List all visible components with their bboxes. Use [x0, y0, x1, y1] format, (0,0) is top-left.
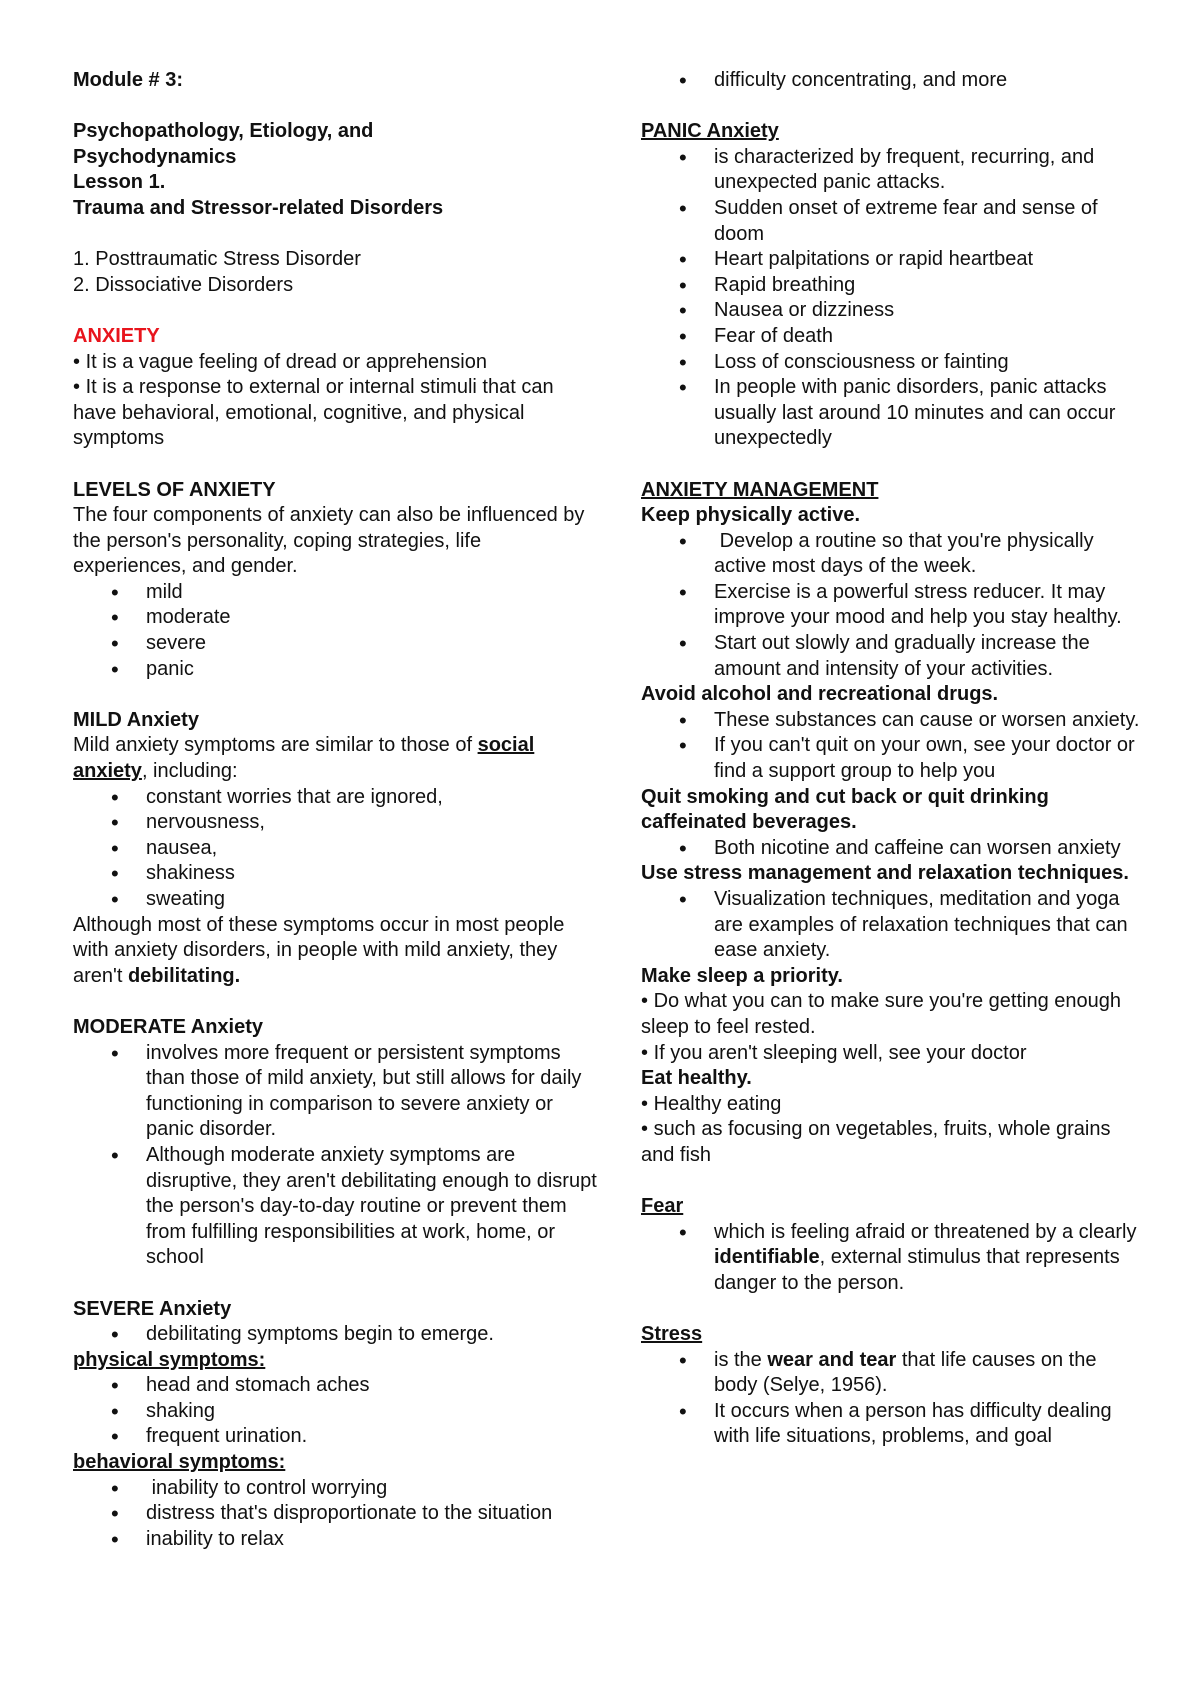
- mild-intro: Mild anxiety symptoms are similar to those of social anxiety, including:: [73, 734, 535, 783]
- list-item: • Fear of death: [641, 324, 1141, 350]
- list-item: • Rapid breathing: [641, 273, 1141, 299]
- list-item: • inability to relax: [73, 1527, 598, 1553]
- fear-heading: Fear: [641, 1195, 684, 1218]
- list-item: • Exercise is a powerful stress reducer. It may improve your mood and help you stay healthy.: [641, 580, 1141, 631]
- list-item: • is characterized by frequent, recurring, and unexpected panic attacks.: [641, 145, 1141, 196]
- eat-heading: Eat healthy.: [641, 1067, 752, 1090]
- physical-symptoms-heading: physical symptoms:: [73, 1348, 266, 1371]
- identifiable-term: identifiable: [714, 1246, 820, 1269]
- moderate-heading: MODERATE Anxiety: [73, 1015, 264, 1038]
- list-item: • involves more frequent or persistent symptoms than those of mild anxiety, but still allows for daily functioning in comparison to severe anxiety or panic disorder.: [73, 1041, 598, 1143]
- list-item: • head and stomach aches: [73, 1373, 598, 1399]
- levels-heading: LEVELS OF ANXIETY: [73, 478, 276, 501]
- list-item: • difficulty concentrating, and more: [641, 68, 1141, 94]
- list-item: • Although moderate anxiety symptoms are disruptive, they aren't debilitating enough to disrupt the person's day-to-day routine or prevent them from fulfilling responsibilities at work, home, or school: [73, 1143, 598, 1271]
- list-item: • shaking: [73, 1399, 598, 1425]
- list-item: • constant worries that are ignored,: [73, 785, 598, 811]
- topic-item: 1. Posttraumatic Stress Disorder: [73, 248, 361, 271]
- moderate-list: [73, 1041, 598, 1271]
- behavioral-symptoms-list: [73, 1476, 598, 1553]
- sleep-point: • Do what you can to make sure you're getting enough sleep to feel rested.: [641, 989, 1141, 1040]
- list-item: • If you can't quit on your own, see your doctor or find a support group to help you: [641, 733, 1141, 784]
- fear-list: [641, 1220, 1141, 1297]
- list-item: • Visualization techniques, meditation and yoga are examples of relaxation techniques that can ease anxiety.: [641, 887, 1141, 964]
- list-item: • It occurs when a person has difficulty dealing with life situations, problems, and goal: [641, 1399, 1141, 1450]
- mild-outro: Although most of these symptoms occur in most people with anxiety disorders, in people with mild anxiety, they aren't debilitating.: [73, 913, 565, 987]
- list-item: • panic: [73, 657, 598, 683]
- mild-list: [73, 785, 598, 913]
- list-item: • severe: [73, 631, 598, 657]
- list-item: • Both nicotine and caffeine can worsen anxiety: [641, 836, 1141, 862]
- behavioral-symptoms-heading: behavioral symptoms:: [73, 1451, 286, 1474]
- list-item: • distress that's disproportionate to the situation: [73, 1501, 598, 1527]
- wear-and-tear-term: wear and tear: [767, 1348, 897, 1371]
- list-item: • In people with panic disorders, panic attacks usually last around 10 minutes and can occur unexpectedly: [641, 375, 1141, 452]
- list-item: • Nausea or dizziness: [641, 298, 1141, 324]
- list-item: • Start out slowly and gradually increase the amount and intensity of your activities.: [641, 631, 1141, 682]
- eat-point: • such as focusing on vegetables, fruits, whole grains and fish: [641, 1117, 1141, 1168]
- stress-techniques-heading: Use stress management and relaxation techniques.: [641, 862, 1129, 885]
- lesson-label: Lesson 1.: [73, 171, 166, 194]
- mild-heading: MILD Anxiety: [73, 708, 199, 731]
- panic-list: [641, 145, 1141, 452]
- list-item: • mild: [73, 580, 598, 606]
- active-heading: Keep physically active.: [641, 504, 861, 527]
- alcohol-list: [641, 708, 1141, 785]
- right-column: [641, 68, 1141, 1450]
- severe-list: [73, 1322, 598, 1348]
- module-title-line2: Psychodynamics: [73, 145, 237, 168]
- stress-list: [641, 1348, 1141, 1450]
- list-item: • frequent urination.: [73, 1424, 598, 1450]
- management-heading: ANXIETY MANAGEMENT: [641, 478, 879, 501]
- continued-list: [641, 68, 1141, 94]
- anxiety-point: • It is a vague feeling of dread or apprehension: [73, 350, 598, 376]
- active-list: [641, 529, 1141, 683]
- levels-list: [73, 580, 598, 682]
- list-item: • Develop a routine so that you're physically active most days of the week.: [641, 529, 1141, 580]
- anxiety-point: • It is a response to external or internal stimuli that can have behavioral, emotional, cognitive, and physical symptoms: [73, 375, 598, 452]
- topic-item: 2. Dissociative Disorders: [73, 273, 294, 296]
- list-item: • Sudden onset of extreme fear and sense of doom: [641, 196, 1141, 247]
- social-anxiety-term: social anxiety: [73, 734, 535, 783]
- list-item: • nausea,: [73, 836, 598, 862]
- sleep-point: • If you aren't sleeping well, see your doctor: [641, 1041, 1141, 1067]
- physical-symptoms-list: [73, 1373, 598, 1450]
- left-column: [73, 68, 598, 1552]
- module-title-line1: Psychopathology, Etiology, and: [73, 120, 374, 143]
- panic-heading: PANIC Anxiety: [641, 120, 779, 143]
- alcohol-heading: Avoid alcohol and recreational drugs.: [641, 683, 999, 706]
- list-item: • shakiness: [73, 861, 598, 887]
- module-label: Module # 3:: [73, 69, 184, 91]
- list-item: • Loss of consciousness or fainting: [641, 350, 1141, 376]
- list-item: • Heart palpitations or rapid heartbeat: [641, 247, 1141, 273]
- levels-intro: The four components of anxiety can also be influenced by the person's personality, coping strategies, life experiences, and gender.: [73, 504, 585, 578]
- eat-point: • Healthy eating: [641, 1092, 1141, 1118]
- smoking-list: [641, 836, 1141, 862]
- list-item: • inability to control worrying: [73, 1476, 598, 1502]
- smoking-heading: Quit smoking and cut back or quit drinking caffeinated beverages.: [641, 785, 1049, 834]
- stress-heading: Stress: [641, 1323, 703, 1346]
- lesson-title: Trauma and Stressor-related Disorders: [73, 196, 444, 219]
- anxiety-heading: ANXIETY: [73, 324, 160, 347]
- severe-heading: SEVERE Anxiety: [73, 1297, 232, 1320]
- stress-techniques-list: [641, 887, 1141, 964]
- list-item: • moderate: [73, 605, 598, 631]
- list-item: • which is feeling afraid or threatened by a clearly identifiable, external stimulus that represents danger to the person.: [641, 1220, 1141, 1297]
- debilitating-term: debilitating.: [127, 964, 241, 987]
- list-item: • These substances can cause or worsen anxiety.: [641, 708, 1141, 734]
- sleep-heading: Make sleep a priority.: [641, 964, 843, 987]
- list-item: • debilitating symptoms begin to emerge.: [73, 1322, 598, 1348]
- list-item: • sweating: [73, 887, 598, 913]
- list-item: • is the wear and tear that life causes on the body (Selye, 1956).: [641, 1348, 1141, 1399]
- list-item: • nervousness,: [73, 810, 598, 836]
